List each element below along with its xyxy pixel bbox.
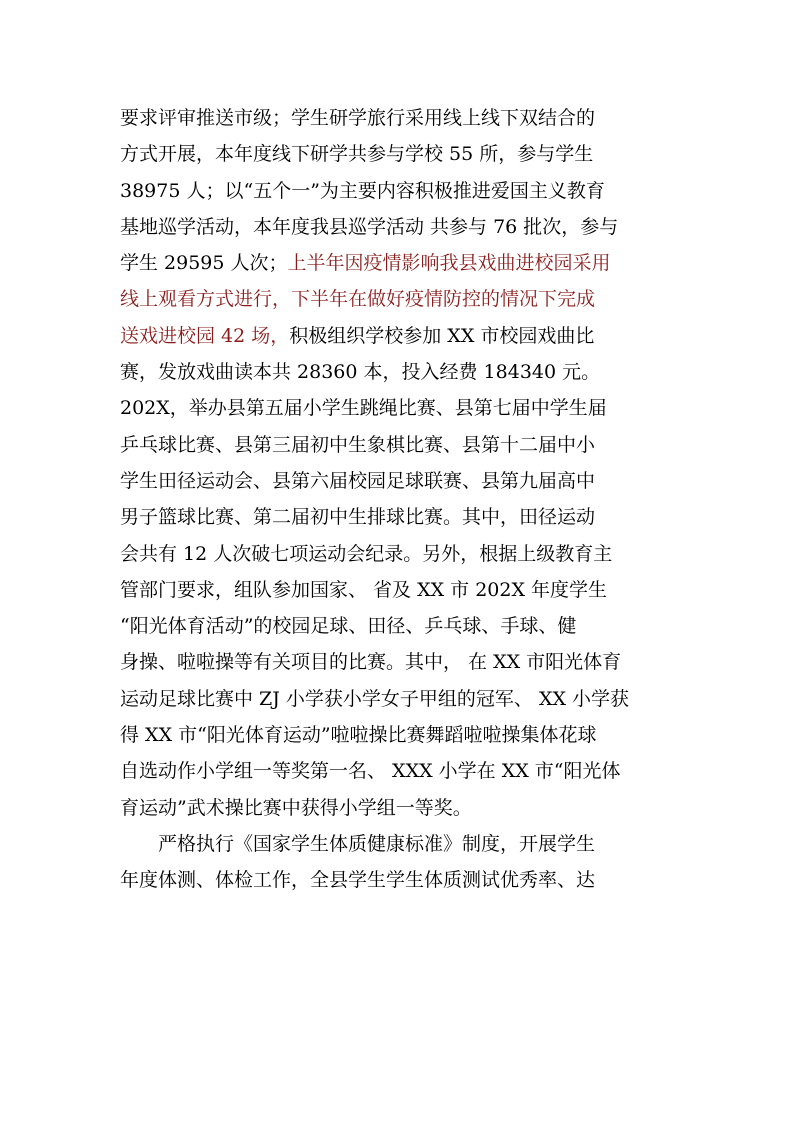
- text-segment: 育运动”武术操比赛中获得小学组一等奖。: [120, 796, 472, 819]
- text-segment: 严格执行《国家学生体质健康标准》制度，开展学生: [158, 832, 596, 855]
- highlighted-text-segment: 送戏进校园 42 场，: [120, 324, 290, 347]
- text-segment: 202X，举办县第五届小学生跳绳比赛、县第七届中学生届: [120, 397, 607, 420]
- text-line: [120, 717, 680, 753]
- text-segment: 得 XX 市“阳光体育运动”啦啦操比赛舞蹈啦啦操集体花球: [120, 724, 597, 747]
- text-line: [120, 826, 680, 862]
- text-line: [120, 499, 680, 535]
- text-line: [120, 790, 680, 826]
- text-segment: “阳光体育活动”的校园足球、田径、乒乓球、手球、健: [120, 615, 577, 638]
- text-line: [120, 136, 680, 172]
- text-line: [120, 390, 680, 426]
- text-line: [120, 281, 680, 317]
- text-segment: 运动足球比赛中 ZJ 小学获小学女子甲组的冠军、 XX 小学获: [120, 687, 630, 710]
- text-segment: 管部门要求，组队参加国家、 省及 XX 市 202X 年度学生: [120, 578, 608, 601]
- text-line: [120, 427, 680, 463]
- text-segment: 积极组织学校参加 XX 市校园戏曲比: [289, 324, 595, 347]
- text-segment: 学生田径运动会、县第六届校园足球联赛、县第九届高中: [120, 469, 596, 492]
- text-line: [120, 572, 680, 608]
- document-body: [120, 100, 680, 899]
- text-segment: 乒乓球比赛、县第三届初中生象棋比赛、县第十二届中小: [120, 433, 596, 456]
- text-segment: 男子篮球比赛、第二届初中生排球比赛。其中，田径运动: [120, 506, 596, 529]
- text-line: [120, 644, 680, 680]
- text-segment: 年度体测、体检工作，全县学生学生体质测试优秀率、达: [120, 869, 596, 892]
- text-line: [120, 536, 680, 572]
- text-line: [120, 862, 680, 898]
- highlighted-text-segment: 上半年因疫情影响我县戏曲进校园采用: [287, 252, 611, 275]
- text-line: [120, 608, 680, 644]
- text-line: [120, 753, 680, 789]
- text-segment: 38975 人；以“五个一”为主要内容积极推进爱国主义教育: [120, 179, 605, 202]
- text-line: [120, 100, 680, 136]
- text-line: [120, 354, 680, 390]
- text-segment: 方式开展，本年度线下研学共参与学校 55 所，参与学生: [120, 143, 594, 166]
- text-line: [120, 209, 680, 245]
- text-segment: 自选动作小学组一等奖第一名、 XXX 小学在 XX 市“阳光体: [120, 760, 621, 783]
- text-segment: 赛，发放戏曲读本共 28360 本，投入经费 184340 元。: [120, 361, 601, 384]
- text-line: [120, 318, 680, 354]
- text-segment: 要求评审推送市级；学生研学旅行采用线上线下双结合的: [120, 107, 596, 129]
- highlighted-text-segment: 线上观看方式进行，下半年在做好疫情防控的情况下完成: [120, 288, 596, 311]
- text-segment: 会共有 12 人次破七项运动会纪录。另外，根据上级教育主: [120, 542, 613, 565]
- text-segment: 学生 29595 人次；: [120, 252, 288, 275]
- text-segment: 基地巡学活动，本年度我县巡学活动 共参与 76 批次，参与: [120, 215, 619, 238]
- text-segment: 身操、啦啦操等有关项目的比赛。其中， 在 XX 市阳光体育: [120, 651, 622, 674]
- text-line: [120, 173, 680, 209]
- text-line: [120, 681, 680, 717]
- text-line: [120, 245, 680, 281]
- text-line: [120, 463, 680, 499]
